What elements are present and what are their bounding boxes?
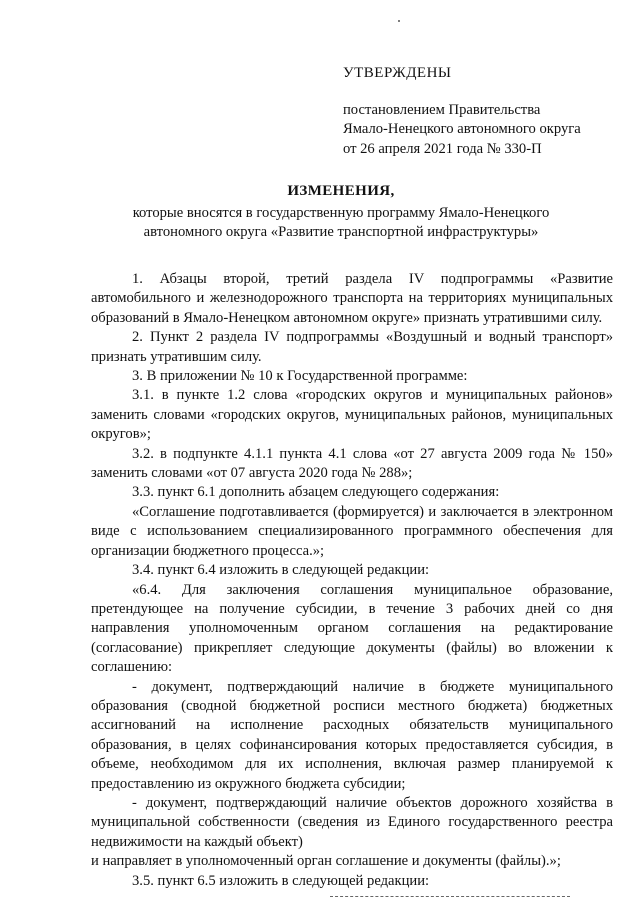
paragraph-3-2: 3.2. в подпункте 4.1.1 пункта 4.1 слова «от 27 августа 2009 года № 150» заменить словами «от 07 августа 2020 года № 288»; — [91, 445, 613, 482]
paragraph-quote-1: «Соглашение подготавливается (формируется) и заключается в электронном виде с использованием специализированного программного обеспечения для организации бюджетного процесса.»; — [91, 503, 613, 559]
paragraph-send: и направляет в уполномоченный орган соглашение и документы (файлы).»; — [91, 853, 561, 870]
document-body — [91, 270, 613, 891]
paragraph-3-5: 3.5. пункт 6.5 изложить в следующей редакции: — [132, 872, 430, 889]
subtitle-line: автономного округа «Развитие транспортной инфраструктуры» — [143, 224, 539, 241]
paragraph-2: 2. Пункт 2 раздела IV подпрограммы «Воздушный и водный транспорт» признать утратившим силу. — [91, 329, 613, 365]
approval-line: Ямало-Ненецкого автономного округа — [343, 121, 581, 137]
paragraph-3-4: 3.4. пункт 6.4 изложить в следующей редакции: — [132, 562, 430, 579]
subtitle-line: которые вносятся в государственную программу Ямало-Ненецкого — [132, 205, 550, 221]
scan-speck — [398, 20, 400, 22]
paragraph-3-1: 3.1. в пункте 1.2 слова «городских округов и муниципальных районов» заменить словами «городских округов, муниципальных районов, муниципальных округов»; — [91, 387, 613, 443]
approval-line: постановлением Правительства — [343, 101, 541, 118]
paragraph-6-4: «6.4. Для заключения соглашения муниципальное образование, претендующее на получение субсидии, в течение 3 рабочих дней со дня направления уполномоченным органом соглашения на редактирование (согласование) прикрепляет следующие документы (файлы) во вложении к соглашению: — [91, 581, 613, 676]
approval-line: от 26 апреля 2021 года № 330-П — [343, 140, 542, 157]
list-item-property-doc: - документ, подтверждающий наличие объектов дорожного хозяйства в муниципальной собственности (сведения из Единого государственного реестра недвижимости на каждый объект) — [91, 794, 613, 850]
document-title: ИЗМЕНЕНИЯ, — [287, 183, 395, 199]
list-item-budget-doc: - документ, подтверждающий наличие в бюджете муниципального образования (сводной бюджетной росписи местного бюджета) бюджетных ассигнований на исполнение расходных обязательств муниципального образования, в целях софинансирования которых предоставляется субсидия, в объеме, необходимом для их исполнения, включая размер планируемой к предоставлению из окружного бюджета субсидии; — [91, 678, 613, 792]
paragraph-3: 3. В приложении № 10 к Государственной программе: — [132, 368, 468, 385]
paragraph-1: 1. Абзацы второй, третий раздела IV подпрограммы «Развитие автомобильного и железнодорожного транспорта на территориях муниципальных образований в Ямало-Ненецком автономном округе» признать утратившими силу. — [91, 271, 613, 326]
approval-block — [343, 64, 581, 159]
approval-heading: УТВЕРЖДЕНЫ — [343, 65, 452, 81]
scan-edge-line — [330, 896, 570, 898]
document-subtitle — [100, 204, 582, 242]
paragraph-3-3: 3.3. пункт 6.1 дополнить абзацем следующего содержания: — [132, 484, 500, 501]
